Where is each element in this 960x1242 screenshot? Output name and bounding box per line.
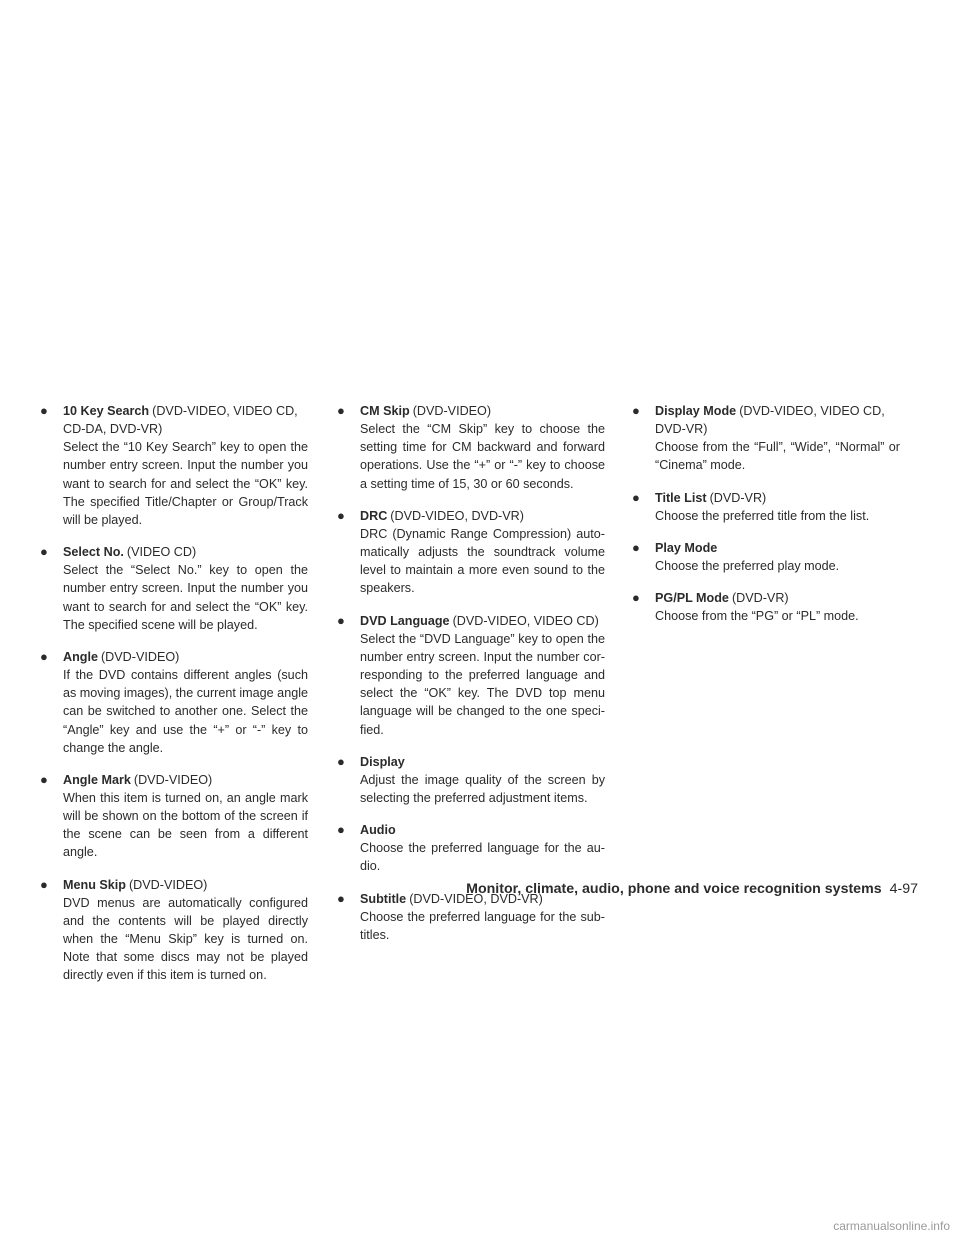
- item-term: Display: [360, 754, 405, 769]
- item-description: Choose the preferred play mode.: [655, 559, 840, 574]
- item-description: Select the “CM Skip” key to choose the setting time for CM backward and forward operations. Use the “+” or “-” key to choose a setting time of 15, 30 or 60 seconds.: [360, 422, 605, 491]
- item-format-tag: (DVD-VIDEO, VIDEO CD): [452, 613, 599, 628]
- page-number: 4-97: [889, 881, 918, 897]
- bullet-icon: ●: [337, 403, 345, 418]
- item-term: Select No.: [63, 545, 124, 560]
- bullet-icon: ●: [632, 590, 640, 606]
- item-format-tag: (DVD-VR): [709, 490, 767, 505]
- bullet-icon: ●: [632, 489, 640, 505]
- item-description: Choose the preferred language for the sub-titles.: [360, 909, 605, 942]
- item-description: Select the “DVD Language” key to open the number entry screen. Input the number cor-responding to the preferred language and select the “OK” key. The DVD top menu language will be changed to the one speci-fied.: [360, 631, 605, 737]
- item-description: Choose from the “PG” or “PL” mode.: [655, 609, 859, 624]
- column-3: [632, 402, 900, 640]
- menu-item: [632, 589, 900, 625]
- menu-item: [337, 821, 605, 875]
- item-description: When this item is turned on, an angle mark will be shown on the bottom of the screen if the scene can be seen from a different angle.: [63, 790, 308, 860]
- item-description: Choose the preferred title from the list.: [655, 508, 870, 523]
- watermark-text: carmanualsonline.info: [833, 1219, 950, 1233]
- column-1: [40, 402, 308, 999]
- column-2: [337, 402, 605, 958]
- menu-item: [337, 507, 605, 598]
- item-description: DVD menus are automatically configured and the contents will be played directly when the “Menu Skip” key is turned on. Note that some discs may not be played directly even if this item is turned on.: [63, 895, 308, 983]
- item-term: Angle: [63, 649, 98, 664]
- item-term: Play Mode: [655, 540, 718, 555]
- bullet-icon: ●: [40, 771, 48, 787]
- item-format-tag: (DVD-VIDEO): [100, 649, 180, 664]
- item-term: DRC: [360, 508, 388, 523]
- item-format-tag: (DVD-VIDEO): [412, 404, 492, 418]
- menu-item: [40, 771, 308, 862]
- menu-item: [632, 539, 900, 575]
- bullet-icon: ●: [40, 648, 48, 664]
- menu-item: [40, 543, 308, 634]
- item-term: PG/PL Mode: [655, 591, 729, 606]
- item-term: DVD Language: [360, 613, 450, 628]
- item-term: CM Skip: [360, 404, 410, 418]
- item-description: Choose from the “Full”, “Wide”, “Normal” or “Cinema” mode.: [655, 440, 900, 473]
- item-format-tag: (DVD-VIDEO): [128, 877, 208, 892]
- item-format-tag: (DVD-VIDEO, DVD-VR): [409, 891, 543, 906]
- menu-item: [40, 876, 308, 985]
- item-description: Select the “Select No.” key to open the number entry screen. Input the number you want to search for and select the “OK” key. The specified scene will be played.: [63, 563, 308, 632]
- item-description: Choose the preferred language for the au-dio.: [360, 841, 605, 874]
- footer-section-title: Monitor, climate, audio, phone and voice recognition systems: [466, 881, 882, 897]
- item-description: DRC (Dynamic Range Compression) auto-matically adjusts the soundtrack volume level to maintain a more even sound to the speakers.: [360, 526, 605, 596]
- menu-item: [632, 489, 900, 525]
- item-term: Angle Mark: [63, 772, 131, 787]
- item-description: Adjust the image quality of the screen by selecting the preferred adjustment items.: [360, 772, 605, 805]
- bullet-icon: ●: [632, 539, 640, 555]
- item-term: Display Mode: [655, 404, 737, 418]
- menu-item: [40, 402, 308, 529]
- item-term: Subtitle: [360, 891, 407, 906]
- menu-item: [337, 753, 605, 807]
- item-term: Audio: [360, 823, 396, 838]
- menu-item: [337, 890, 605, 944]
- item-description: If the DVD contains different angles (such as moving images), the current image angle can be switched to another one. Select the “Angle” key and use the “+” or “-” key to change the angle.: [63, 668, 309, 755]
- item-term: Menu Skip: [63, 877, 126, 892]
- menu-item: [337, 402, 605, 493]
- bullet-icon: ●: [40, 403, 48, 418]
- page-footer: [426, 881, 918, 897]
- item-format-tag: (DVD-VIDEO): [133, 772, 213, 787]
- bullet-icon: ●: [337, 507, 345, 523]
- bullet-icon: ●: [632, 403, 640, 418]
- item-format-tag: (VIDEO CD): [126, 545, 197, 560]
- item-format-tag: (DVD-VIDEO, VIDEO CD, CD-DA, DVD-VR): [63, 404, 298, 437]
- bullet-icon: ●: [337, 753, 345, 769]
- item-description: Select the “10 Key Search” key to open the number entry screen. Input the number you want to search for and select the “OK” key. The specified Title/Chapter or Group/Track will be played.: [63, 440, 308, 527]
- item-format-tag: (DVD-VIDEO, DVD-VR): [390, 508, 524, 523]
- bullet-icon: ●: [40, 544, 48, 560]
- item-format-tag: (DVD-VIDEO, VIDEO CD, DVD-VR): [655, 404, 885, 437]
- item-format-tag: (DVD-VR): [731, 591, 789, 606]
- bullet-icon: ●: [337, 612, 345, 628]
- menu-item: [337, 612, 605, 739]
- menu-item: [40, 648, 308, 757]
- menu-item: [632, 402, 900, 475]
- bullet-icon: ●: [337, 890, 345, 906]
- item-term: 10 Key Search: [63, 404, 150, 418]
- item-term: Title List: [655, 490, 707, 505]
- bullet-icon: ●: [337, 822, 345, 838]
- bullet-icon: ●: [40, 876, 48, 892]
